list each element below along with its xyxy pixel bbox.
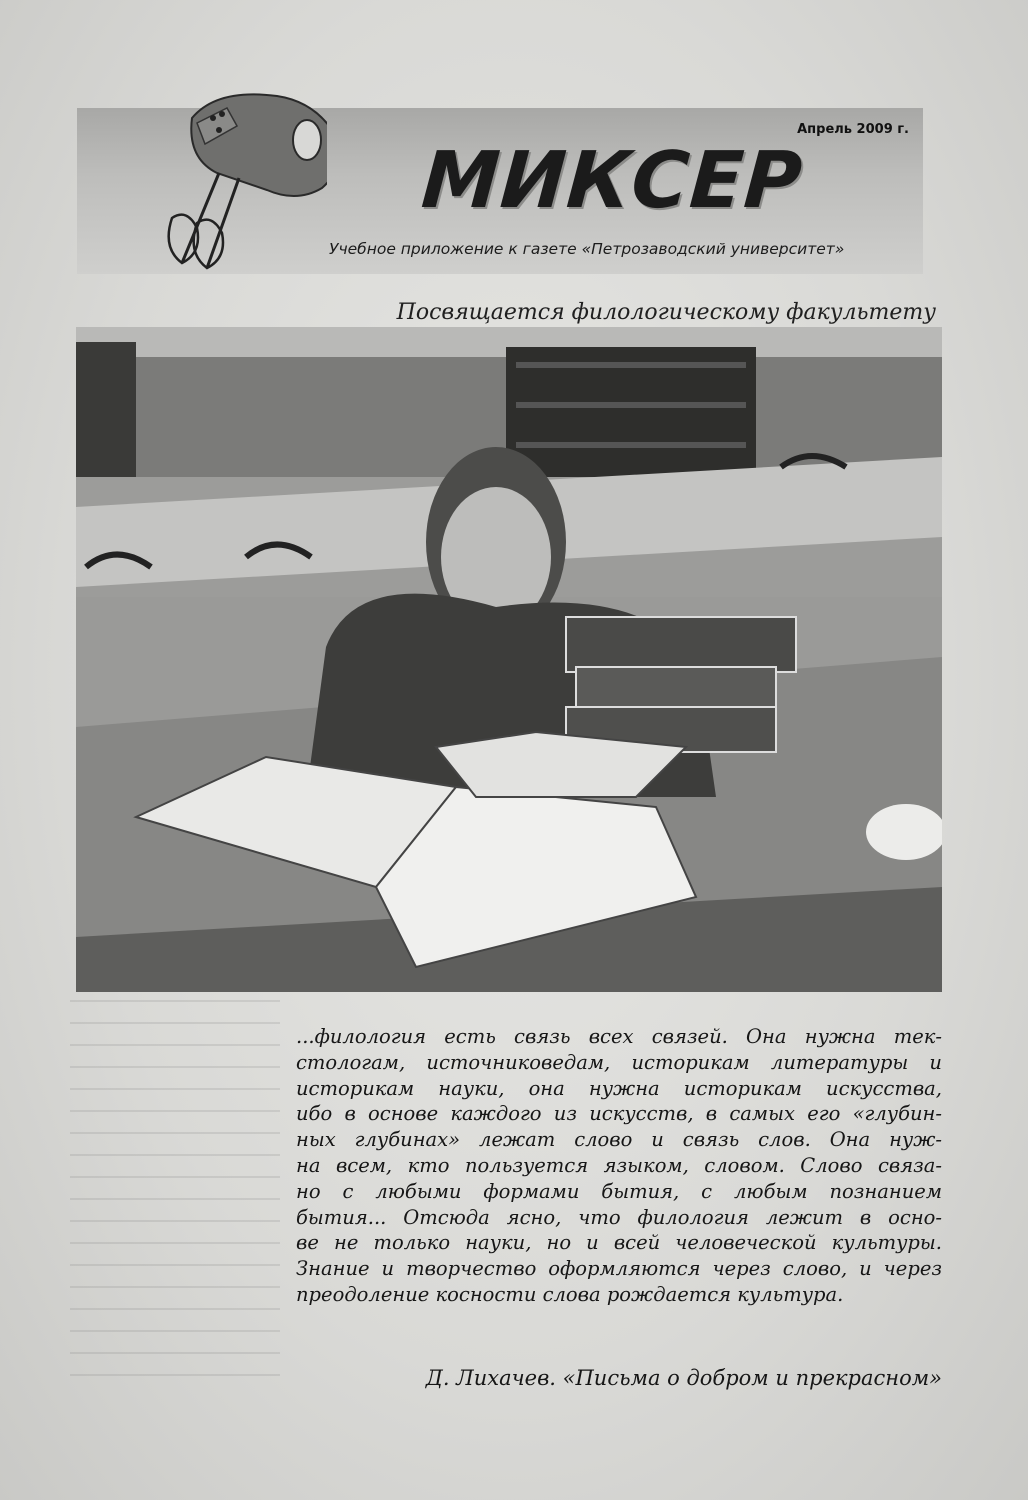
masthead <box>77 108 923 274</box>
photo-illustration <box>76 327 942 992</box>
quote-line: ибо в основе каждого из искусств, в самых его «глубин- <box>296 1102 942 1126</box>
quote-attribution: Д. Лихачев. «Письма о добром и прекрасном» <box>425 1366 942 1390</box>
quote-line: ве не только науки, но и всей человеческой культуры. <box>296 1231 942 1255</box>
newspaper-title: МИКСЕР <box>418 136 806 226</box>
quote-line: на всем, кто пользуется языком, словом. Слово связа- <box>296 1153 942 1177</box>
quote-line: преодоление косности слова рождается культура. <box>296 1282 844 1306</box>
issue-date: Апрель 2009 г. <box>797 122 909 137</box>
quote-line: стологам, источниковедам, историкам литературы и <box>296 1050 942 1074</box>
quote-line: историкам науки, она нужна историкам искусства, <box>296 1076 942 1100</box>
newspaper-subtitle: Учебное приложение к газете «Петрозаводский университет» <box>329 240 845 258</box>
quote-line: но с любыми формами бытия, с любым познанием <box>296 1179 942 1203</box>
quote-line: бытия... Отсюда ясно, что филология лежит в осно- <box>296 1205 942 1229</box>
student-reading-photo <box>76 327 942 992</box>
mixer-icon <box>107 78 327 288</box>
quote-line: ных глубинах» лежат слово и связь слов. Она нуж- <box>296 1128 942 1152</box>
dedication-line: Посвящается филологическому факультету <box>396 300 936 325</box>
likhachev-quote <box>296 1024 942 1308</box>
quote-line: Знание и творчество оформляются через слово, и через <box>296 1257 942 1281</box>
bleed-through-text <box>70 1000 280 1380</box>
quote-line: ...филология есть связь всех связей. Она нужна тек- <box>296 1025 942 1048</box>
